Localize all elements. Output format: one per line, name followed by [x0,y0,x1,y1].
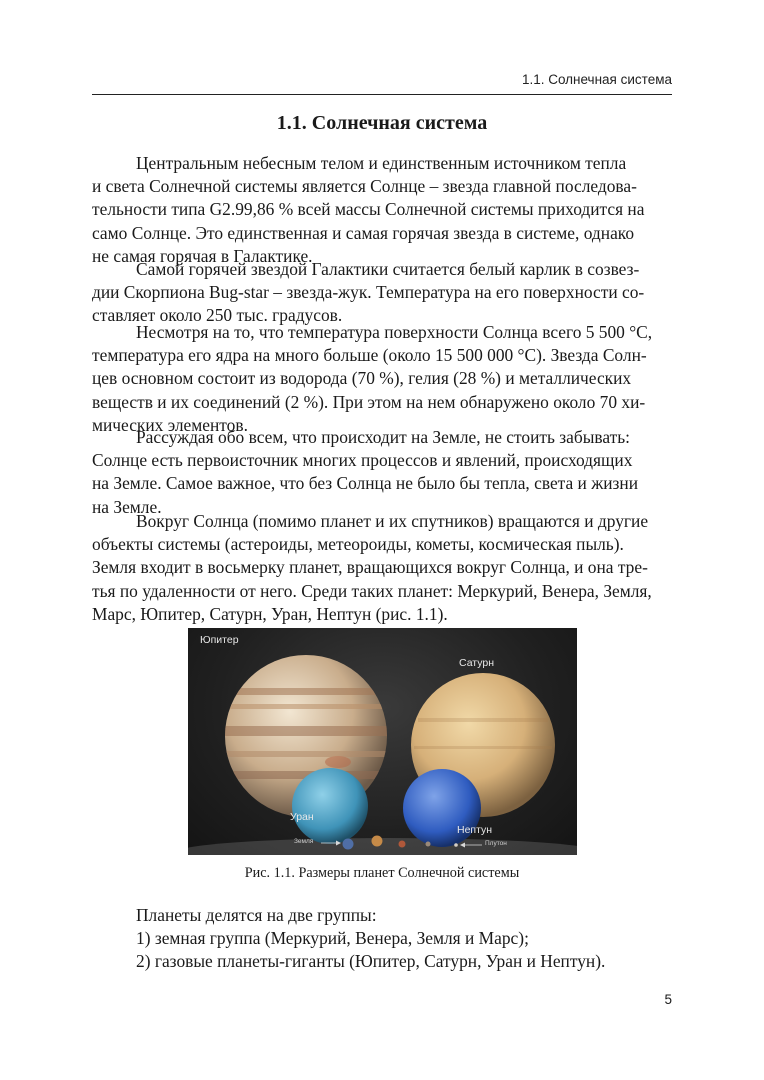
paragraph: Центральным небесным телом и единственным источником тепла и света Солнечной системы является Солнце – звезда главной последова- тельности типа G2.99,86 % всей массы Солнечной системы приходится на само Солнце. Это единственная и самая горячая звезда в системе, однако не самая горячая в Галактике. [92,153,645,266]
label-neptune: Нептун [457,824,493,836]
earth-planet [343,839,354,850]
label-pluto: Плутон [485,840,507,847]
running-header: 1.1. Солнечная система [521,72,672,87]
pluto-planet [454,843,458,847]
page-number: 5 [664,992,672,1007]
planet-groups [136,904,605,974]
body-text [92,258,672,328]
body-text [92,321,672,437]
header-rule [92,94,672,95]
paragraph: Рассуждая обо всем, что происходит на Земле, не стоить забывать: Солнце есть первоисточник многих процессов и явлений, происходящих на Земле. Самое важное, что без Солнца не было бы тепла, света и жизни на Земле. [92,427,639,517]
paragraph: Самой горячей звездой Галактики считается белый карлик в созвез- дии Скорпиона Bug-star – звезда-жук. Температура на его поверхности со- ставляет около 250 тыс. градусов. [92,259,645,326]
list-item: 2) газовые планеты-гиганты (Юпитер, Сатурн, Уран и Нептун). [136,951,606,972]
mars-planet [399,841,406,848]
section-title: 1.1. Солнечная система [276,112,488,134]
body-text [92,152,672,268]
venus-planet [372,836,383,847]
label-jupiter: Юпитер [200,634,239,646]
figure-caption: Рис. 1.1. Размеры планет Солнечной системы [244,865,520,881]
list-item: 1) земная группа (Меркурий, Венера, Земля и Марс); [136,928,529,949]
paragraph: Несмотря на то, что температура поверхности Солнца всего 5 500 °С, температура его ядра на много больше (около 15 500 000 °С). Звезда Солн- цев основном состоит из водорода (70 %), гелия (28 %) и металлических веществ и их соединений (2 %). При этом на нем обнаружено около 70 хи- мических элементов. [92,322,653,435]
body-text [92,426,672,519]
body-text [92,510,672,626]
planets-illustration [188,628,577,855]
label-saturn: Сатурн [459,657,495,669]
label-uranus: Уран [290,811,314,823]
paragraph: Вокруг Солнца (помимо планет и их спутников) вращаются и другие объекты системы (астероиды, метеороиды, кометы, космическая пыль). Земля входит в восьмерку планет, вращающихся вокруг Солнца, и она тре- тья по удаленности от него. Среди таких планет: Меркурий, Венера, Земля, Марс, Юпитер, Сатурн, Уран, Нептун (рис. 1.1). [92,511,652,624]
uranus-planet [292,768,368,844]
planets-figure [188,628,577,855]
list-intro: Планеты делятся на две группы: [136,905,377,925]
mercury-planet [426,842,431,847]
label-earth: Земля [294,838,314,845]
